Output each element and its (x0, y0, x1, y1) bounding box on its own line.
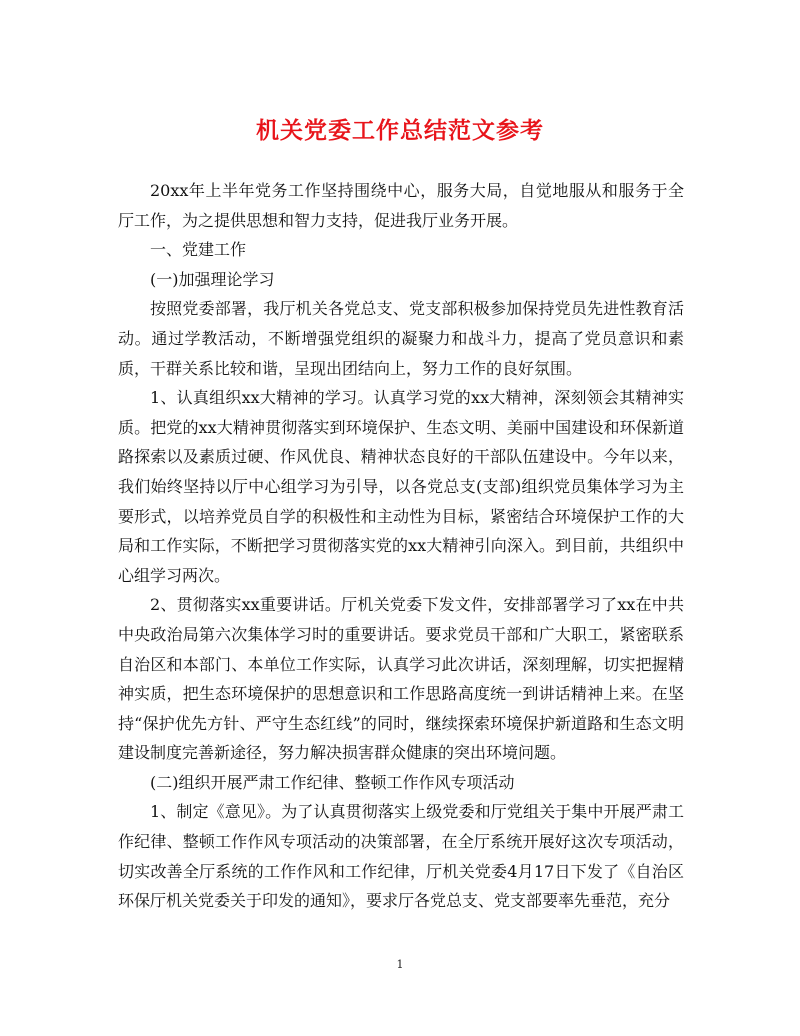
subsection-heading: (一)加强理论学习 (150, 269, 275, 289)
page-number: 1 (396, 958, 404, 971)
body-paragraph: 1、制定《意见》。为了认真贯彻落实上级党委和厅党组关于集中开展严肃工作纪律、整顿工作作风专项活动的决策部署，在全厅系统开展好这次专项活动，切实改善全厅系统的工作作风和工作纪律，厅机关党委4月17日下发了《自治区环保厅机关党委关于印发的通知》，要求厅各党总支、党支部要率先垂范，充分 (118, 802, 684, 911)
intro-paragraph: 20xx年上半年党务工作坚持围绕中心，服务大局，自觉地服从和服务于全厅工作，为之提供思想和智力支持，促进我厅业务开展。 (118, 181, 684, 230)
document-body (118, 176, 684, 916)
body-paragraph: 2、贯彻落实xx重要讲话。厅机关党委下发文件，安排部署学习了xx在中共中央政治局第六次集体学习时的重要讲话。要求党员干部和广大职工，紧密联系自治区和本部门、本单位工作实际，认真学习此次讲话，深刻理解，切实把握精神实质，把生态环境保护的思想意识和工作思路高度统一到讲话精神上来。在坚持“保护优先方针、严守生态红线”的同时，继续探索环境保护新道路和生态文明建设制度完善新途径，努力解决损害群众健康的突出环境问题。 (118, 595, 684, 763)
section-heading: 一、党建工作 (150, 240, 247, 260)
subsection-heading: (二)组织开展严肃工作纪律、整顿工作作风专项活动 (150, 772, 515, 792)
document-title: 机关党委工作总结范文参考 (256, 117, 544, 144)
body-paragraph: 1、认真组织xx大精神的学习。认真学习党的xx大精神，深刻领会其精神实质。把党的xx大精神贯彻落实到环境保护、生态文明、美丽中国建设和环保新道路探索以及素质过硬、作风优良、精神状态良好的干部队伍建设中。今年以来，我们始终坚持以厅中心组学习为引导，以各党总支(支部)组织党员集体学习为主要形式，以培养党员自学的积极性和主动性为目标，紧密结合环境保护工作的大局和工作实际，不断把学习贯彻落实党的xx大精神引向深入。到目前，共组织中心组学习两次。 (118, 388, 684, 585)
body-paragraph: 按照党委部署，我厅机关各党总支、党支部积极参加保持党员先进性教育活动。通过学教活动，不断增强党组织的凝聚力和战斗力，提高了党员意识和素质，干群关系比较和谐，呈现出团结向上，努力工作的良好氛围。 (118, 299, 684, 378)
